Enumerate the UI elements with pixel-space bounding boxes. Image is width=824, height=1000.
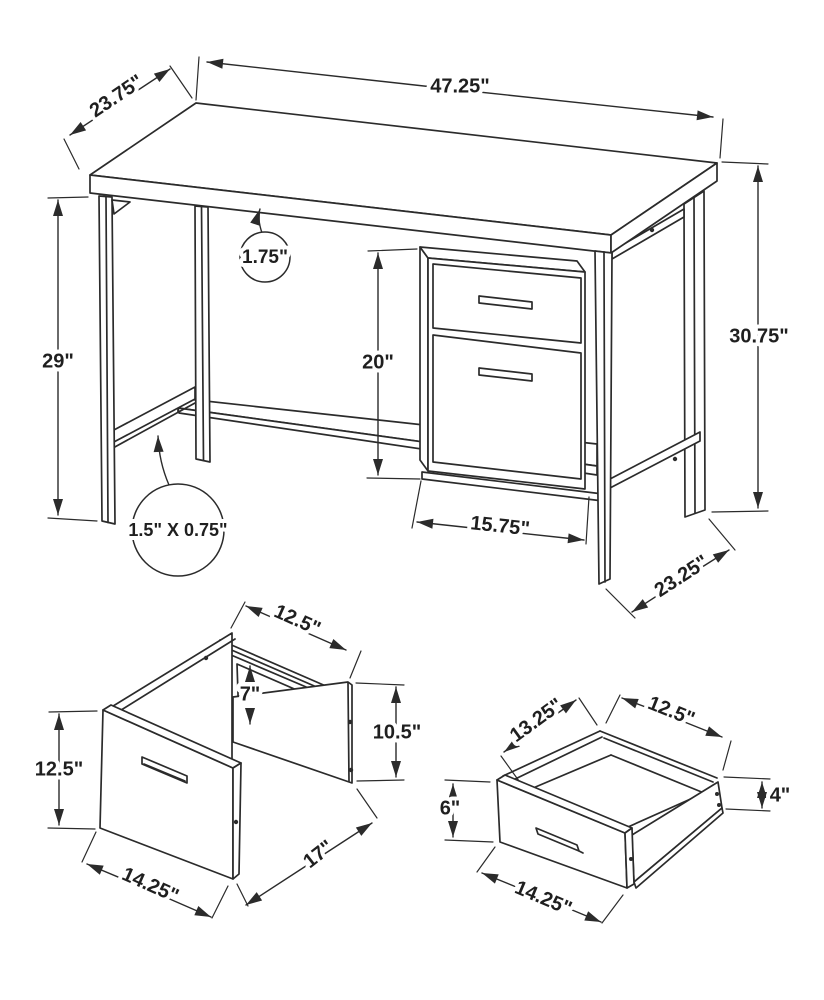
dim-label-fd-front-height: 12.5": [34, 758, 84, 781]
leg-front-right-edge: [604, 252, 605, 582]
small-drawer-drawing: [497, 731, 723, 888]
dim-label-top-width: 47.25": [430, 75, 490, 98]
dim-label-thickness: 1.75": [242, 247, 288, 269]
dim-label-overall-height: 30.75": [729, 325, 789, 348]
dim-label-fd-depth: 17": [299, 835, 338, 873]
dim-leg-height: [42, 197, 97, 521]
right-side-panel: [632, 782, 722, 882]
screw-dot: [629, 857, 633, 861]
dim-label-sd-depth: 13.25": [506, 694, 568, 747]
dim-line: [460, 90, 713, 117]
dim-line: [207, 62, 460, 90]
dim-line: [246, 864, 309, 905]
ext-line: [48, 518, 97, 521]
screw-dot: [234, 820, 238, 824]
dim-fd-depth: [237, 789, 377, 906]
ext-line: [64, 139, 79, 169]
dim-label-leg-height: 29": [42, 350, 74, 373]
ext-line: [606, 695, 620, 723]
ext-line: [49, 711, 97, 712]
ext-line: [723, 741, 731, 770]
dim-label-sd-front-height: 6": [439, 797, 461, 820]
back-top-edge: [600, 731, 717, 778]
dim-fd-front-height: [35, 711, 97, 829]
dim-sd-depth: [501, 694, 597, 781]
ext-line: [231, 602, 245, 628]
dim-sd-back-height: [724, 777, 790, 811]
screw-dot: [348, 720, 352, 724]
screw-dot: [715, 792, 719, 796]
ext-line: [722, 162, 768, 164]
bottom-back-left-edge: [526, 755, 611, 791]
ext-line: [356, 683, 404, 685]
ext-line: [586, 497, 589, 544]
leg-front-left-gusset: [112, 200, 130, 214]
dim-label-sd-front-width: 14.25": [511, 876, 575, 921]
dim-frame-depth: [606, 519, 735, 618]
ext-line: [579, 698, 597, 725]
stretcher-left-side: [112, 387, 195, 443]
screw-dot: [349, 768, 353, 772]
ext-line: [477, 847, 495, 872]
front-panel: [497, 780, 627, 888]
ext-line: [48, 197, 88, 198]
dim-sd-front-height: [440, 780, 493, 842]
ext-line: [602, 895, 623, 923]
screw-dot: [204, 656, 208, 660]
ext-line: [720, 119, 723, 158]
ext-line: [606, 589, 635, 618]
bottom-back-right-edge: [611, 755, 704, 793]
leg-back-right-edge: [694, 198, 695, 513]
small-drawer-dimensions: [440, 692, 791, 923]
ext-line: [357, 789, 377, 818]
dim-label-fd-back-width: 12.5": [270, 600, 324, 641]
ext-line: [357, 780, 404, 781]
screw-dot: [650, 228, 654, 232]
ext-line: [412, 481, 421, 528]
dim-fd-side-height: [356, 683, 421, 781]
leader-arrow: [158, 436, 169, 485]
dim-label-fd-back-height: 7": [239, 683, 261, 706]
dim-label-sd-back-height: 4": [769, 784, 791, 807]
callout-tube-size: [128, 436, 227, 576]
dim-label-pedestal-height: 20": [362, 351, 394, 374]
right-panel-back-edge: [348, 683, 349, 781]
back-inner-edge: [604, 738, 713, 782]
ext-line: [445, 840, 493, 842]
dim-label-tube-size: 1.5" X 0.75": [128, 519, 228, 540]
ext-line: [445, 780, 490, 782]
pedestal-left-sliver: [420, 247, 428, 471]
dim-label-top-depth: 23.75": [85, 70, 148, 123]
dim-overall-height: [712, 162, 789, 512]
ext-line: [712, 511, 768, 512]
dim-label-fd-side-height: 10.5": [372, 721, 422, 744]
dim-label-fd-front-width: 14.25": [118, 863, 182, 908]
ext-line: [709, 519, 735, 550]
ext-line: [237, 884, 248, 906]
ext-line: [724, 777, 770, 779]
ext-line: [726, 809, 770, 811]
ext-line: [48, 828, 95, 829]
ext-line: [368, 249, 417, 251]
dim-label-sd-back-width: 12.5": [644, 692, 698, 731]
ext-line: [350, 651, 361, 678]
ext-line: [196, 57, 199, 100]
callout-top-thickness: [240, 209, 290, 282]
dim-label-pedestal-width: 15.75": [469, 512, 531, 541]
screw-dot: [673, 457, 677, 461]
screw-dot: [717, 803, 721, 807]
ext-line: [170, 66, 192, 98]
ext-line: [82, 832, 96, 862]
dim-label-frame-depth: 23.25": [650, 550, 713, 602]
ext-line: [212, 886, 228, 918]
ext-line: [367, 478, 420, 479]
